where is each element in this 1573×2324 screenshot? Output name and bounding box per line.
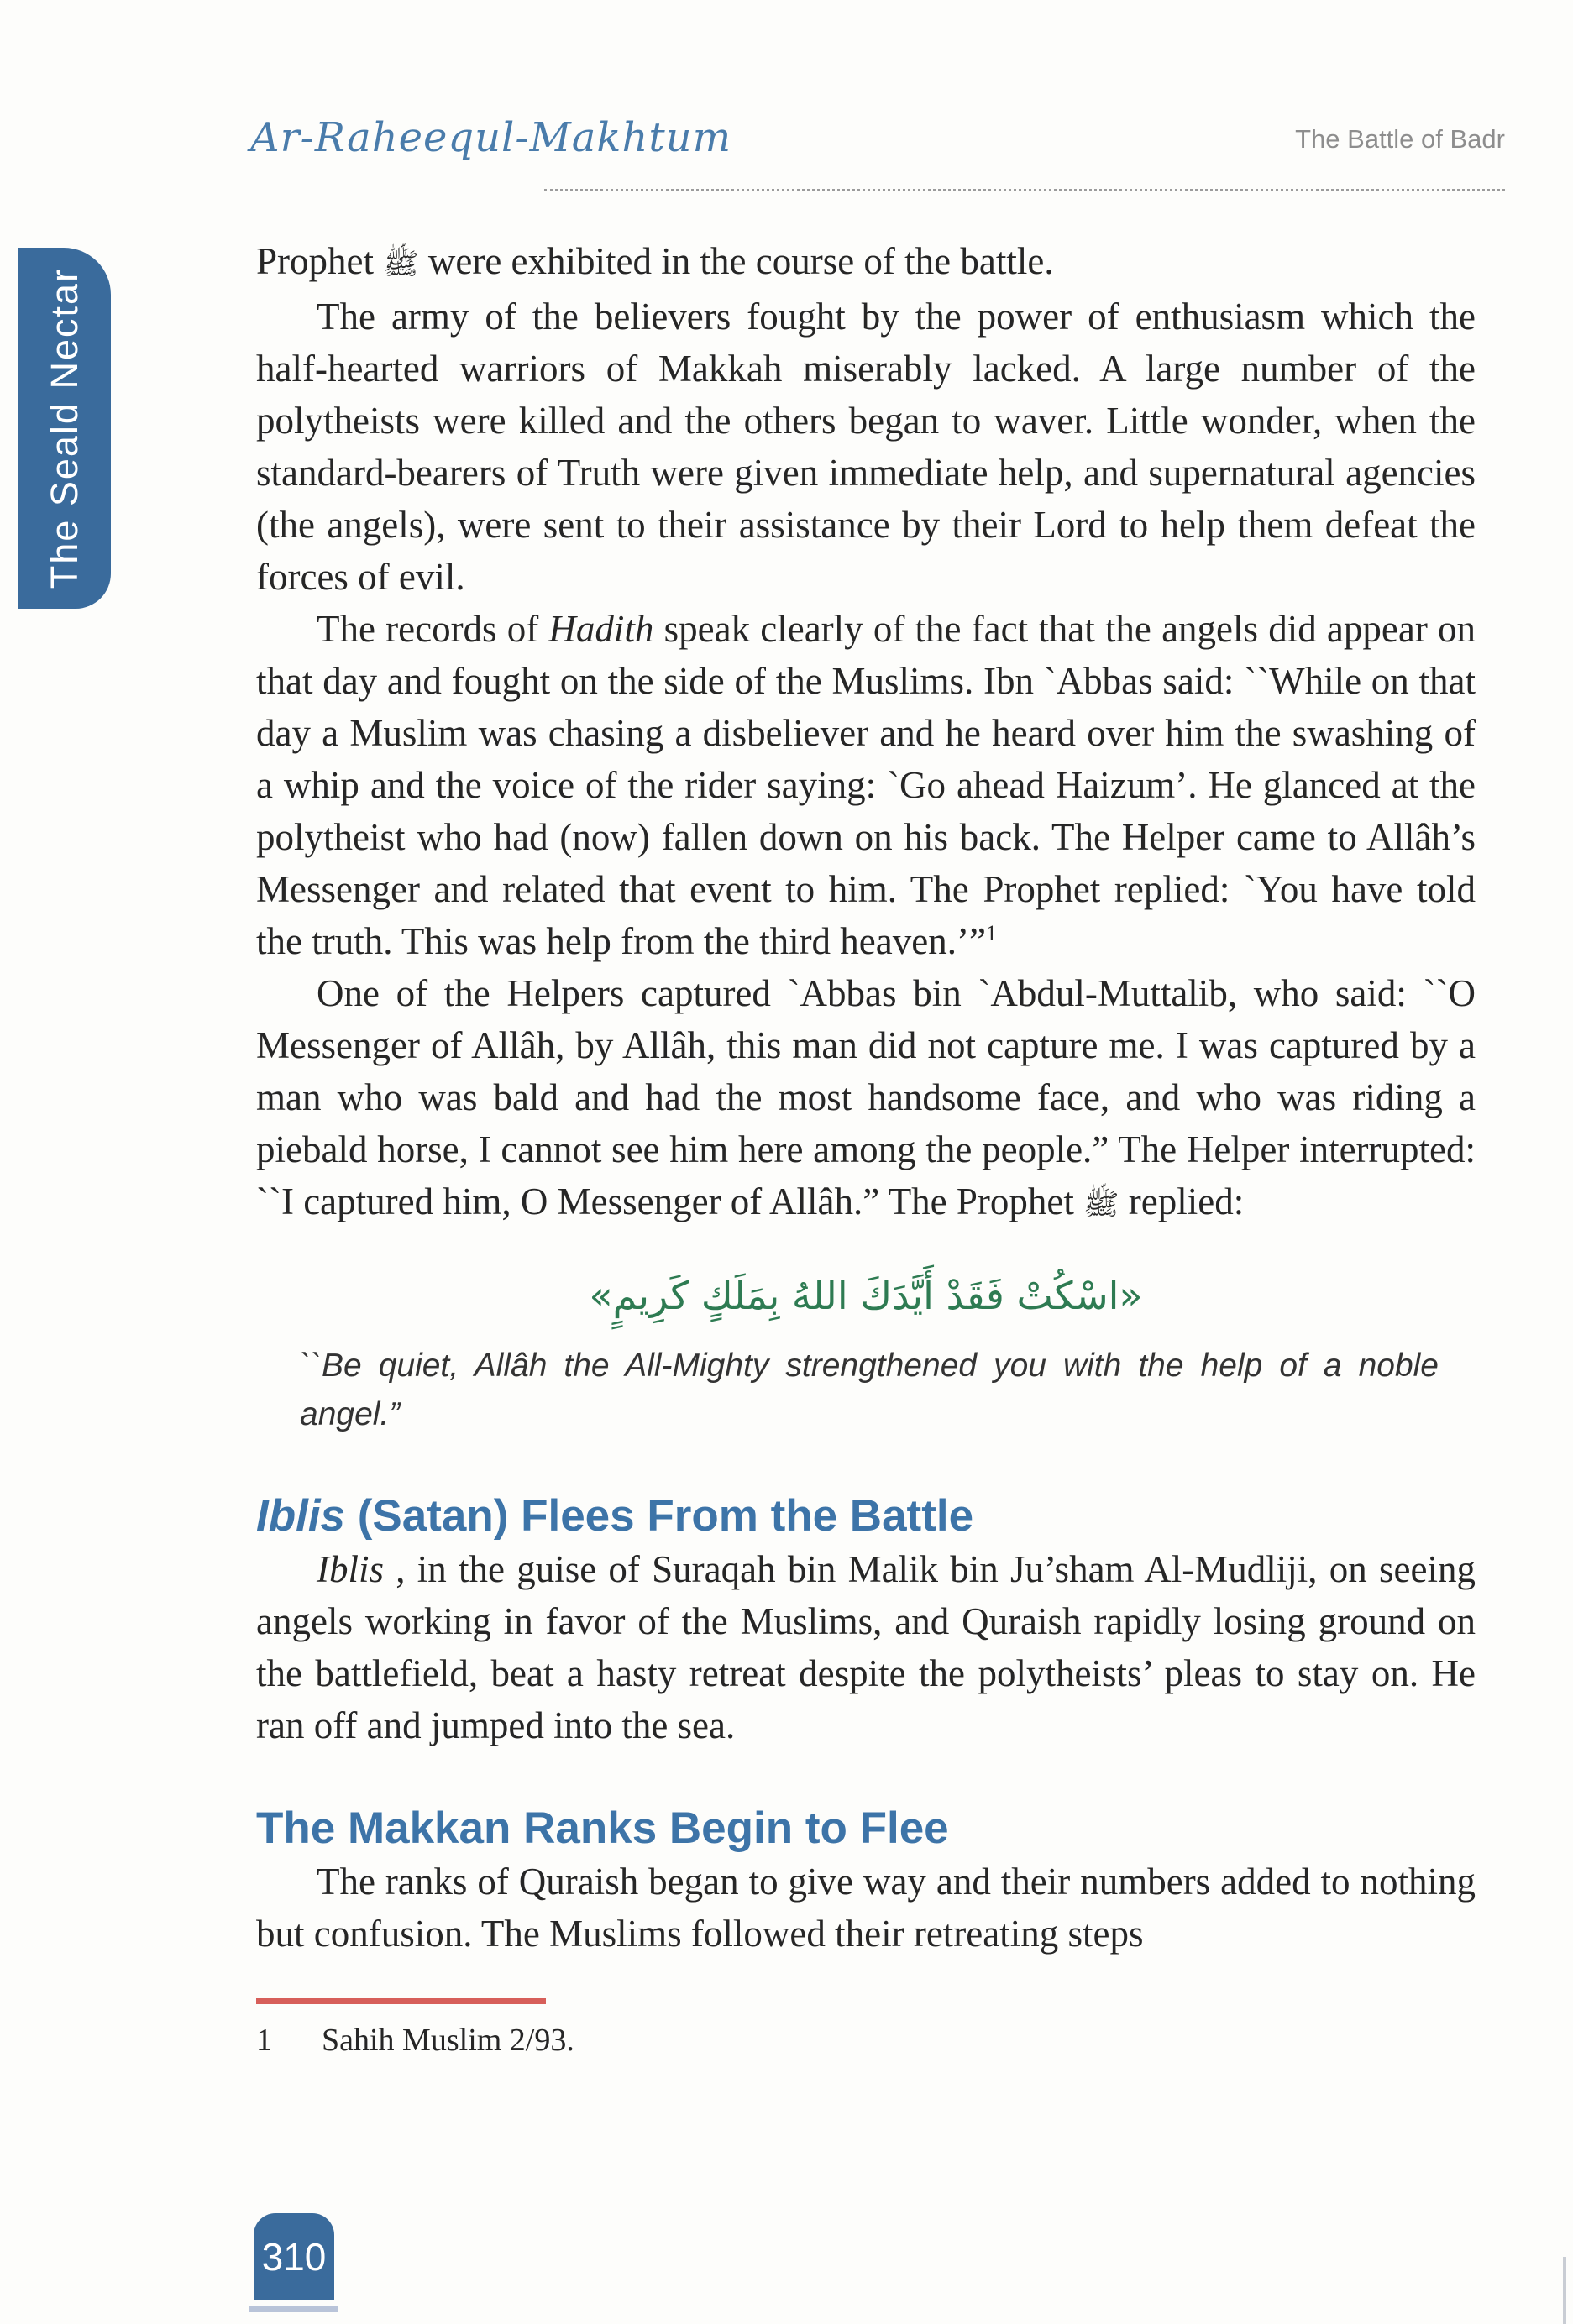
side-tab (18, 248, 111, 609)
hadith-italic: Hadith (548, 608, 654, 650)
main-text-column (256, 235, 1476, 2061)
heading-italic-word: Iblis (256, 1491, 346, 1541)
paragraph-records-of-hadith (256, 603, 1476, 967)
footnote-ref: 1 (985, 921, 997, 945)
page-number: 310 (261, 2235, 327, 2279)
section-heading-iblis (256, 1489, 1476, 1543)
paragraph-text: Prophet (256, 240, 384, 282)
iblis-italic-word: Iblis (317, 1548, 385, 1590)
paragraph-text: The records of (317, 608, 549, 650)
paragraph-text: , in the guise of Suraqah bin Malik bin Ju’sham Al-Mudliji, on seeing angels working in favor of the Muslims, and Quraish rapidly losing ground on the battlefield, beat a hasty retreat despite the polytheists’ pleas to stay on. He ran off and jumped into the sea. (256, 1548, 1476, 1746)
paragraph-text: replied: (1119, 1180, 1245, 1222)
prophet-honorific-symbol: ﷺ (383, 247, 419, 281)
header-dotted-rule (544, 189, 1505, 191)
paragraph-iblis-flees (256, 1543, 1476, 1751)
arabic-quote: «اسْكُتْ فَقَدْ أَيَّدَكَ اللهُ بِمَلَكٍ كَرِيمٍ» (589, 1273, 1143, 1318)
quote-translation: ``Be quiet, Allâh the All-Mighty strengthened you with the help of a noble angel.” (300, 1348, 1439, 1432)
section-heading-makkan-ranks: The Makkan Ranks Begin to Flee (256, 1803, 949, 1853)
page-edge-artifact (1563, 2257, 1566, 2324)
running-head (250, 114, 1505, 196)
paragraph-continuation (256, 235, 1476, 290)
heading-text: (Satan) Flees From the Battle (345, 1491, 974, 1541)
paragraph-text: speak clearly of the fact that the angels did appear on that day and fought on the side of the Muslims. Ibn `Abbas said: ``While on that day a Muslim was chasing a disbeliever and he heard over him the swashing of a whip and the voice of the rider saying: `Go ahead Haizum’. He glanced at the polytheist who had (now) fallen down on his back. The Helper came to Allâh’s Messenger and related that event to him. The Prophet replied: `You have told the truth. This was help from the third heaven.’” (256, 608, 1476, 962)
prophet-honorific-symbol: ﷺ (1083, 1187, 1119, 1222)
page-number-badge (254, 2213, 334, 2300)
side-tab-label: The Seald Nectar (43, 267, 86, 589)
footnote-number: 1 (256, 2023, 272, 2058)
footnote-rule (256, 1998, 546, 2004)
footnote (256, 2019, 1476, 2061)
paragraph-text: were exhibited in the course of the battle. (418, 240, 1054, 282)
paragraph-ranks-of-quraish: The ranks of Quraish began to give way and their numbers added to nothing but confusion. The Muslims followed their retreating steps (256, 1861, 1476, 1955)
book-title-script: Ar-Raheequl-Makhtum (250, 114, 732, 161)
footnote-text: Sahih Muslim 2/93. (322, 2023, 574, 2058)
badge-underline (249, 2306, 338, 2312)
paragraph-text: One of the Helpers captured `Abbas bin `Abdul-Muttalib, who said: ``O Messenger of Allâh, by Allâh, this man did not capture me. I was captured by a man who was bald and had the most handsome face, and who was riding a piebald horse, I cannot see him here among the people.” The Helper interrupted: ``I captured him, O Messenger of Allâh.” The Prophet (256, 972, 1476, 1222)
chapter-title: The Battle of Badr (1295, 124, 1505, 154)
paragraph-helpers-captured (256, 967, 1476, 1231)
paragraph-army-of-believers: The army of the believers fought by the power of enthusiasm which the half-hearted warriors of Makkah miserably lacked. A large number of the polytheists were killed and the others began to waver. Little wonder, when the standard-bearers of Truth were given immediate help, and supernatural agencies (the angels), were sent to their assistance by their Lord to help them defeat the forces of evil. (256, 296, 1476, 598)
